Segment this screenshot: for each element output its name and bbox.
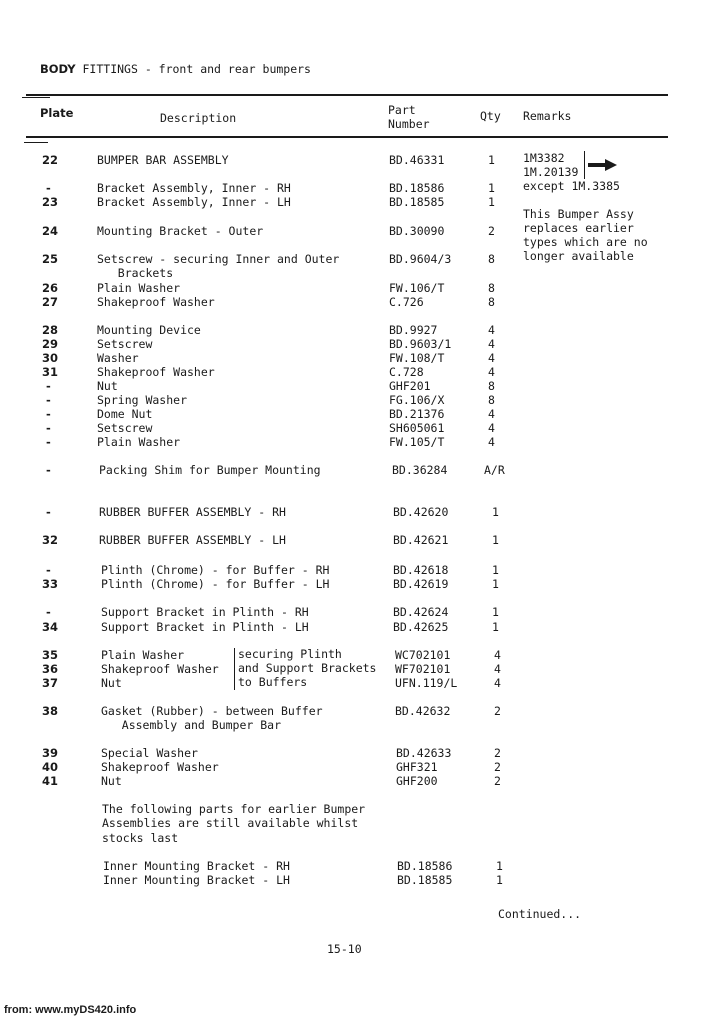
row-qty: 4: [494, 662, 501, 676]
row-description: Brackets: [97, 266, 174, 280]
row-description: BUMPER BAR ASSEMBLY: [97, 153, 229, 167]
row-part-number: BD.42618: [393, 563, 449, 577]
row-qty: 4: [488, 351, 495, 365]
row-qty: 4: [488, 435, 495, 449]
row-part-number: BD.42620: [393, 505, 449, 519]
header-description: Description: [160, 111, 237, 125]
row-plate: 31: [42, 365, 59, 379]
row-part-number: GHF200: [396, 774, 438, 788]
row-description: Setscrew: [97, 337, 153, 351]
row-part-number: SH605061: [389, 421, 445, 435]
header-bottom-rule-tick: [24, 142, 48, 143]
row-description: Setscrew: [97, 421, 153, 435]
row-description: stocks last: [102, 831, 179, 845]
footer-source: from: www.myDS420.info: [4, 1004, 137, 1016]
row-description: Shakeproof Washer: [97, 295, 215, 309]
row-part-number: FW.108/T: [389, 351, 445, 365]
row-part-number: WC702101: [395, 648, 451, 662]
row-description: Spring Washer: [97, 393, 188, 407]
row-plate: 36: [42, 662, 59, 676]
row-qty: 8: [488, 281, 495, 295]
row-description: Plain Washer: [97, 435, 181, 449]
row-plate: 25: [42, 252, 59, 266]
row-part-number: BD.42633: [396, 746, 452, 760]
row-description: Nut: [101, 774, 122, 788]
row-plate: -: [46, 181, 51, 195]
remarks-line: except 1M.3385: [523, 179, 620, 193]
row-qty: 2: [494, 704, 501, 718]
remarks-bracket-line: [584, 151, 585, 179]
row-qty: 1: [496, 859, 503, 873]
header-part-line2: Number: [388, 117, 430, 131]
row-description: Gasket (Rubber) - between Buffer: [101, 704, 323, 718]
row-qty: 2: [494, 774, 501, 788]
row-plate: 35: [42, 648, 59, 662]
row-qty: 8: [488, 379, 495, 393]
row-description: Shakeproof Washer: [97, 365, 215, 379]
row-description: Nut: [101, 676, 122, 690]
remarks-serial-2: 1M.20139: [523, 165, 579, 179]
row-qty: 8: [488, 295, 495, 309]
row-plate: 38: [42, 704, 59, 718]
row-part-number: FW.106/T: [389, 281, 445, 295]
bracket-note-1: securing Plinth: [238, 647, 342, 661]
row-description: Assembly and Bumper Bar: [101, 718, 282, 732]
remarks-line: longer available: [523, 249, 634, 263]
row-qty: 1: [488, 153, 495, 167]
row-qty: 8: [488, 252, 495, 266]
row-description: Inner Mounting Bracket - RH: [103, 859, 290, 873]
row-part-number: BD.18586: [397, 859, 453, 873]
row-qty: 4: [488, 407, 495, 421]
row-part-number: BD.36284: [392, 463, 448, 477]
row-plate: 23: [42, 195, 59, 209]
row-qty: 1: [488, 181, 495, 195]
row-part-number: BD.18585: [397, 873, 453, 887]
row-part-number: BD.9927: [389, 323, 438, 337]
row-plate: 39: [42, 746, 59, 760]
row-plate: 37: [42, 676, 59, 690]
row-part-number: UFN.119/L: [395, 676, 458, 690]
row-description: Shakeproof Washer: [101, 760, 219, 774]
row-plate: 41: [42, 774, 59, 788]
row-plate: 32: [42, 533, 59, 547]
row-part-number: BD.42619: [393, 577, 449, 591]
row-part-number: GHF201: [389, 379, 431, 393]
row-part-number: BD.18586: [389, 181, 445, 195]
row-plate: -: [46, 421, 51, 435]
row-plate: 28: [42, 323, 59, 337]
row-plate: 29: [42, 337, 59, 351]
bracket-note-3: to Buffers: [238, 675, 308, 689]
row-description: Plinth (Chrome) - for Buffer - LH: [101, 577, 330, 591]
row-part-number: BD.30090: [389, 224, 445, 238]
row-qty: 4: [494, 676, 501, 690]
row-plate: 33: [42, 577, 59, 591]
row-qty: 1: [492, 563, 499, 577]
row-description: RUBBER BUFFER ASSEMBLY - RH: [99, 505, 286, 519]
row-plate: -: [46, 463, 51, 477]
remarks-serial-1: 1M3382: [523, 151, 565, 165]
header-plate: Plate: [40, 106, 74, 120]
row-part-number: C.728: [389, 365, 424, 379]
page-title-bold: BODY: [40, 62, 76, 76]
row-qty: 1: [492, 605, 499, 619]
header-bottom-rule: [26, 136, 668, 138]
row-description: Dome Nut: [97, 407, 153, 421]
header-top-rule-tick: [22, 97, 50, 98]
row-plate: 30: [42, 351, 59, 365]
row-plate: 27: [42, 295, 59, 309]
row-part-number: BD.42624: [393, 605, 449, 619]
page-number: 15-10: [327, 942, 362, 956]
row-part-number: BD.21376: [389, 407, 445, 421]
row-description: Inner Mounting Bracket - LH: [103, 873, 290, 887]
row-qty: 4: [488, 421, 495, 435]
row-description: Support Bracket in Plinth - RH: [101, 605, 309, 619]
row-description: Plinth (Chrome) - for Buffer - RH: [101, 563, 330, 577]
row-qty: 1: [492, 533, 499, 547]
row-description: Plain Washer: [101, 648, 185, 662]
row-part-number: BD.9603/1: [389, 337, 452, 351]
row-part-number: FW.105/T: [389, 435, 445, 449]
row-plate: -: [46, 407, 51, 421]
row-qty: 2: [488, 224, 495, 238]
remarks-line: types which are no: [523, 235, 648, 249]
row-part-number: BD.42632: [395, 704, 451, 718]
row-part-number: BD.42625: [393, 620, 449, 634]
continued-note: Continued...: [498, 907, 582, 921]
row-plate: -: [46, 505, 51, 519]
row-qty: 8: [488, 393, 495, 407]
bracket-line: [234, 648, 235, 690]
remarks-line: This Bumper Assy: [523, 207, 634, 221]
row-qty: 4: [488, 365, 495, 379]
row-plate: 40: [42, 760, 59, 774]
row-description: Assemblies are still available whilst: [102, 816, 359, 830]
row-description: The following parts for earlier Bumper: [102, 802, 366, 816]
row-qty: 2: [494, 746, 501, 760]
remarks-line: replaces earlier: [523, 221, 634, 235]
row-plate: -: [46, 435, 51, 449]
row-qty: 4: [488, 323, 495, 337]
row-part-number: C.726: [389, 295, 424, 309]
arrow-right-icon: [588, 158, 618, 172]
row-plate: 26: [42, 281, 59, 295]
row-part-number: BD.18585: [389, 195, 445, 209]
row-plate: -: [46, 605, 51, 619]
row-plate: -: [46, 393, 51, 407]
row-part-number: GHF321: [396, 760, 438, 774]
row-qty: 1: [488, 195, 495, 209]
row-plate: 22: [42, 153, 59, 167]
row-qty: 1: [492, 577, 499, 591]
row-qty: 1: [496, 873, 503, 887]
row-plate: -: [46, 379, 51, 393]
row-qty: 2: [494, 760, 501, 774]
page-title-rest: FITTINGS - front and rear bumpers: [75, 62, 311, 76]
row-plate: 34: [42, 620, 59, 634]
row-part-number: BD.9604/3: [389, 252, 452, 266]
row-part-number: BD.42621: [393, 533, 449, 547]
row-plate: 24: [42, 224, 59, 238]
page-title: [40, 62, 311, 76]
row-description: Setscrew - securing Inner and Outer: [97, 252, 340, 266]
row-description: Mounting Device: [97, 323, 201, 337]
row-description: Washer: [97, 351, 139, 365]
row-description: Bracket Assembly, Inner - LH: [97, 195, 291, 209]
row-description: Packing Shim for Bumper Mounting: [99, 463, 321, 477]
row-plate: -: [46, 563, 51, 577]
row-qty: 4: [488, 337, 495, 351]
row-qty: 1: [492, 620, 499, 634]
row-description: Special Washer: [101, 746, 198, 760]
row-description: RUBBER BUFFER ASSEMBLY - LH: [99, 533, 286, 547]
row-qty: 1: [492, 505, 499, 519]
row-description: Shakeproof Washer: [101, 662, 219, 676]
bracket-note-2: and Support Brackets: [238, 661, 377, 675]
row-part-number: BD.46331: [389, 153, 445, 167]
row-description: Nut: [97, 379, 118, 393]
row-description: Bracket Assembly, Inner - RH: [97, 181, 291, 195]
row-description: Support Bracket in Plinth - LH: [101, 620, 309, 634]
row-part-number: FG.106/X: [389, 393, 445, 407]
row-description: Plain Washer: [97, 281, 181, 295]
header-top-rule: [26, 94, 668, 96]
row-description: Mounting Bracket - Outer: [97, 224, 264, 238]
row-part-number: WF702101: [395, 662, 451, 676]
row-qty: 4: [494, 648, 501, 662]
row-qty: A/R: [484, 463, 505, 477]
header-qty: Qty: [480, 109, 501, 123]
header-remarks: Remarks: [523, 109, 572, 123]
header-part-line1: Part: [388, 103, 416, 117]
